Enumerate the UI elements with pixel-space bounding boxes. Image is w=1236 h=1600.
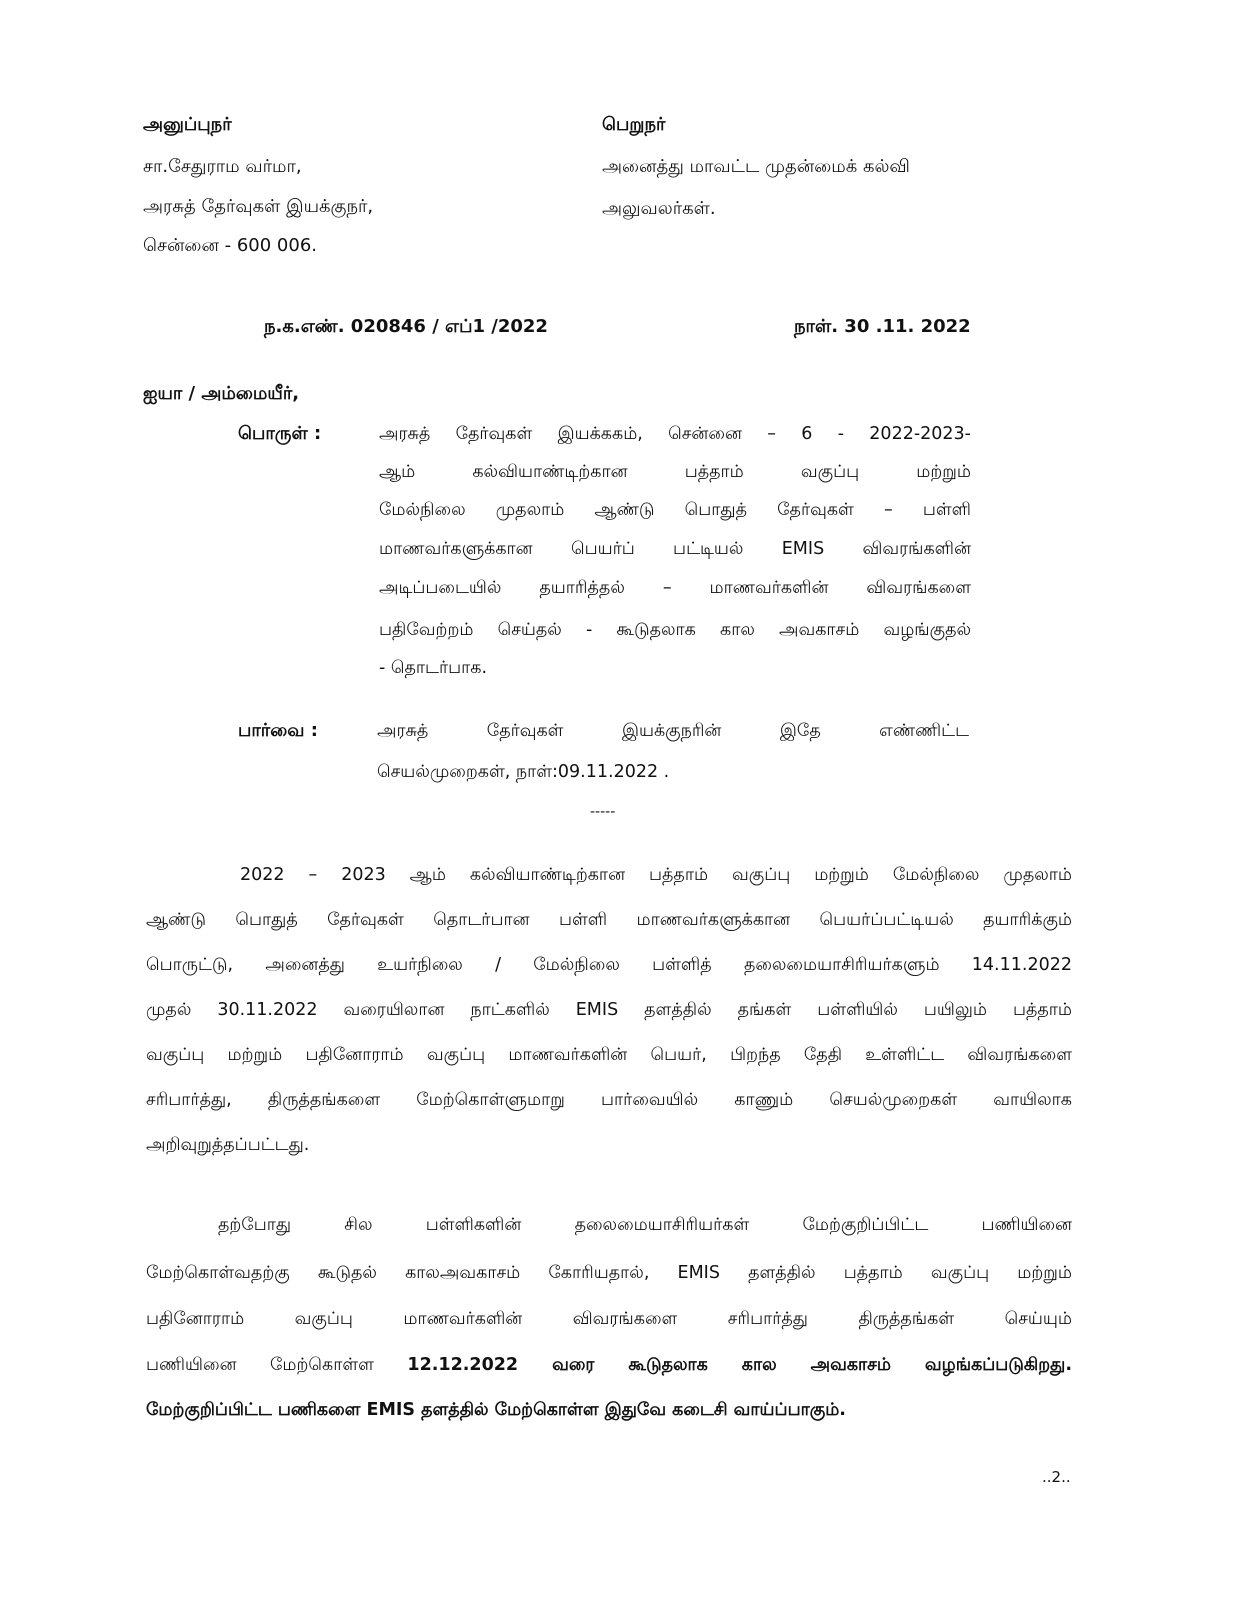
deadline-extension-text: 12.12.2022 வரை கூடுதலாக கால அவகாசம் வழங்கப்படுகிறது. (407, 1355, 1073, 1375)
subject-line: மாணவர்களுக்கான பெயர்ப் பட்டியல் EMIS விவரங்களின் (379, 539, 971, 559)
paragraph-1-line: அறிவுறுத்தப்பட்டது. (146, 1135, 310, 1155)
paragraph-1-line: சரிபார்த்து, திருத்தங்களை மேற்கொள்ளுமாறு பார்வையில் காணும் செயல்முறைகள் வாயிலாக (146, 1090, 1072, 1110)
subject-line: அரசுத் தேர்வுகள் இயக்ககம், சென்னை – 6 - 2022-2023- (379, 424, 971, 444)
paragraph-2-line (146, 1353, 1072, 1377)
subject-label: பொருள் : (238, 423, 322, 444)
subject-line: பதிவேற்றம் செய்தல் - கூடுதலாக கால அவகாசம் வழங்குதல் (379, 620, 971, 640)
recipient-line-1: அனைத்து மாவட்ட முதன்மைக் கல்வி (602, 156, 910, 177)
sender-address: சென்னை - 600 006. (143, 235, 318, 256)
sender-heading: அனுப்புநர் (143, 114, 232, 135)
subject-line: - தொடர்பாக. (379, 658, 488, 678)
final-chance-notice: மேற்குறிப்பிட்ட பணிகளை EMIS தளத்தில் மேற்கொள்ள இதுவே கடைசி வாய்ப்பாகும். (146, 1400, 846, 1420)
paragraph-2-line: மேற்கொள்வதற்கு கூடுதல் காலஅவகாசம் கோரியதால், EMIS தளத்தில் பத்தாம் வகுப்பு மற்றும் (146, 1263, 1072, 1283)
subject-line: அடிப்படையில் தயாரித்தல் – மாணவர்களின் விவரங்களை (379, 578, 971, 598)
reference-line: செயல்முறைகள், நாள்:09.11.2022 . (377, 762, 670, 782)
paragraph-2-normal-text: பணியினை மேற்கொள்ள (146, 1355, 408, 1375)
letter-date: நாள். 30 .11. 2022 (794, 316, 971, 337)
subject-line: ஆம் கல்வியாண்டிற்கான பத்தாம் வகுப்பு மற்றும் (379, 462, 971, 482)
recipient-heading: பெறுநர் (602, 114, 666, 135)
paragraph-2-line: பதினோராம் வகுப்பு மாணவர்களின் விவரங்களை சரிபார்த்து திருத்தங்கள் செய்யும் (146, 1309, 1072, 1329)
paragraph-1-line: பொருட்டு, அனைத்து உயர்நிலை / மேல்நிலை பள்ளித் தலைமையாசிரியர்களும் 14.11.2022 (146, 955, 1072, 975)
paragraph-2-line: தற்போது சில பள்ளிகளின் தலைமையாசிரியர்கள் மேற்குறிப்பிட்ட பணியினை (218, 1215, 1072, 1235)
subject-line: மேல்நிலை முதலாம் ஆண்டு பொதுத் தேர்வுகள் – பள்ளி (379, 500, 971, 520)
reference-line: அரசுத் தேர்வுகள் இயக்குநரின் இதே எண்ணிட்ட (377, 721, 969, 741)
paragraph-1-line: முதல் 30.11.2022 வரையிலான நாட்களில் EMIS தளத்தில் தங்கள் பள்ளியில் பயிலும் பத்தாம் (146, 1000, 1072, 1020)
recipient-line-2: அலுவலர்கள். (602, 198, 716, 219)
reference-number: ந.க.எண். 020846 / எப்1 /2022 (264, 316, 548, 337)
reference-label: பார்வை : (238, 720, 318, 741)
paragraph-1-line: 2022 – 2023 ஆம் கல்வியாண்டிற்கான பத்தாம் வகுப்பு மற்றும் மேல்நிலை முதலாம் (240, 865, 1072, 885)
paragraph-1-line: வகுப்பு மற்றும் பதினோராம் வகுப்பு மாணவர்களின் பெயர், பிறந்த தேதி உள்ளிட்ட விவரங்களை (146, 1045, 1072, 1065)
salutation: ஐயா / அம்மையீர், (143, 383, 300, 404)
sender-name: சா.சேதுராம வர்மா, (143, 156, 302, 177)
sender-designation: அரசுத் தேர்வுகள் இயக்குநர், (143, 196, 374, 217)
paragraph-1-line: ஆண்டு பொதுத் தேர்வுகள் தொடர்பான பள்ளி மாணவர்களுக்கான பெயர்ப்பட்டியல் தயாரிக்கும் (146, 910, 1072, 930)
page-marker: ..2.. (1042, 1468, 1071, 1486)
separator: ----- (590, 804, 616, 820)
